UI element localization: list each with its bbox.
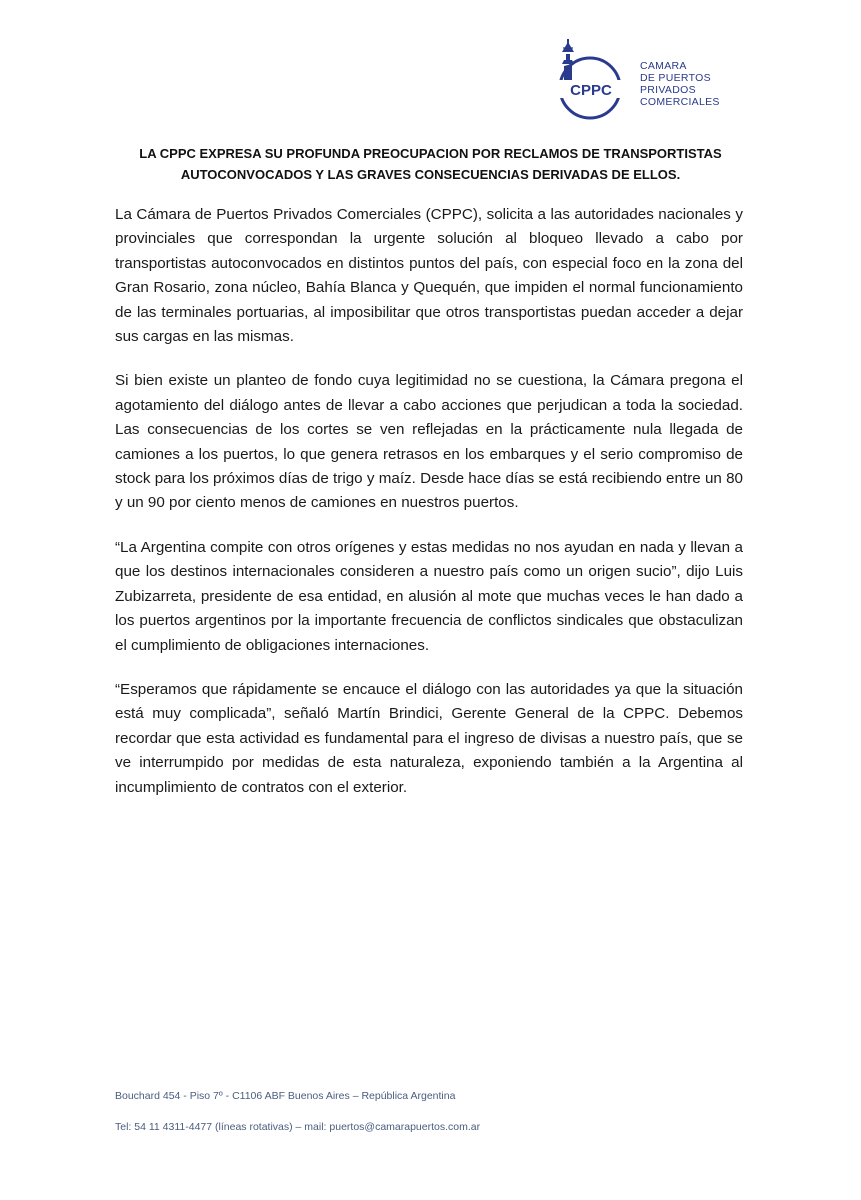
- paragraph: Si bien existe un planteo de fondo cuya legitimidad no se cuestiona, la Cámara pregona el agotamiento del diálogo antes de llevar a cabo acciones que perjudican a toda la sociedad. Las consecuencias de los cortes se ven reflejadas en la prácticamente nula llegada de camiones a los puertos, lo que genera retrasos en los embarques y el serio compromiso de stock para los próximos días de trigo y maíz. Desde hace días se está recibiendo entre un 80 y un 90 por ciento menos de camiones en nuestros puertos.: [115, 372, 743, 512]
- paragraph: La Cámara de Puertos Privados Comerciales (CPPC), solicita a las autoridades nacionales y provinciales que correspondan la urgente solución al bloqueo llevado a cabo por transportistas autoconvocados en distintos puntos del país, con especial foco en la zona del Gran Rosario, zona núcleo, Bahía Blanca y Quequén, que impiden el normal funcionamiento de las terminales portuarias, al imposibilitar que otros transportistas puedan acceder a dejar sus cargas en las mismas.: [115, 206, 743, 346]
- logo-wordmark: [640, 60, 720, 108]
- logo-line: PRIVADOS: [640, 84, 696, 96]
- logo-brand-text: CPPC: [570, 82, 612, 99]
- logo-line: COMERCIALES: [640, 96, 720, 108]
- title-line: LA CPPC EXPRESA SU PROFUNDA PREOCUPACION POR RECLAMOS DE TRANSPORTISTAS: [139, 146, 722, 161]
- document-body: [115, 203, 743, 820]
- footer-address: Bouchard 454 - Piso 7º - C1106 ABF Buenos Aires – República Argentina: [115, 1090, 456, 1102]
- cppc-logo: [550, 36, 740, 126]
- title-line: AUTOCONVOCADOS Y LAS GRAVES CONSECUENCIAS DERIVADAS DE ELLOS.: [180, 167, 681, 182]
- paragraph: “La Argentina compite con otros orígenes y estas medidas no nos ayudan en nada y llevan a que los destinos internacionales consideren a nuestro país como un origen sucio”, dijo Luis Zubizarreta, presidente de esa entidad, en alusión al mote que muchas veces le han dado a los puertos argentinos por la importante frecuencia de conflictos sindicales que obstaculizan el cumplimiento de obligaciones internaciones.: [115, 538, 743, 654]
- logo-line: DE PUERTOS: [640, 72, 711, 84]
- paragraph: “Esperamos que rápidamente se encauce el diálogo con las autoridades ya que la situación está muy complicada”, señaló Martín Brindici, Gerente General de la CPPC. Debemos recordar que esta actividad es fundamental para el ingreso de divisas a nuestro país, que se ve interrumpido por medidas de esta naturaleza, exponiendo también a la Argentina al incumplimiento de contratos con el exterior.: [115, 680, 743, 796]
- footer-contact: Tel: 54 11 4311-4477 (líneas rotativas) – mail: puertos@camarapuertos.com.ar: [115, 1121, 481, 1133]
- cppc-emblem-icon: [550, 36, 640, 126]
- document-title: [100, 143, 761, 185]
- logo-line: CAMARA: [640, 60, 687, 72]
